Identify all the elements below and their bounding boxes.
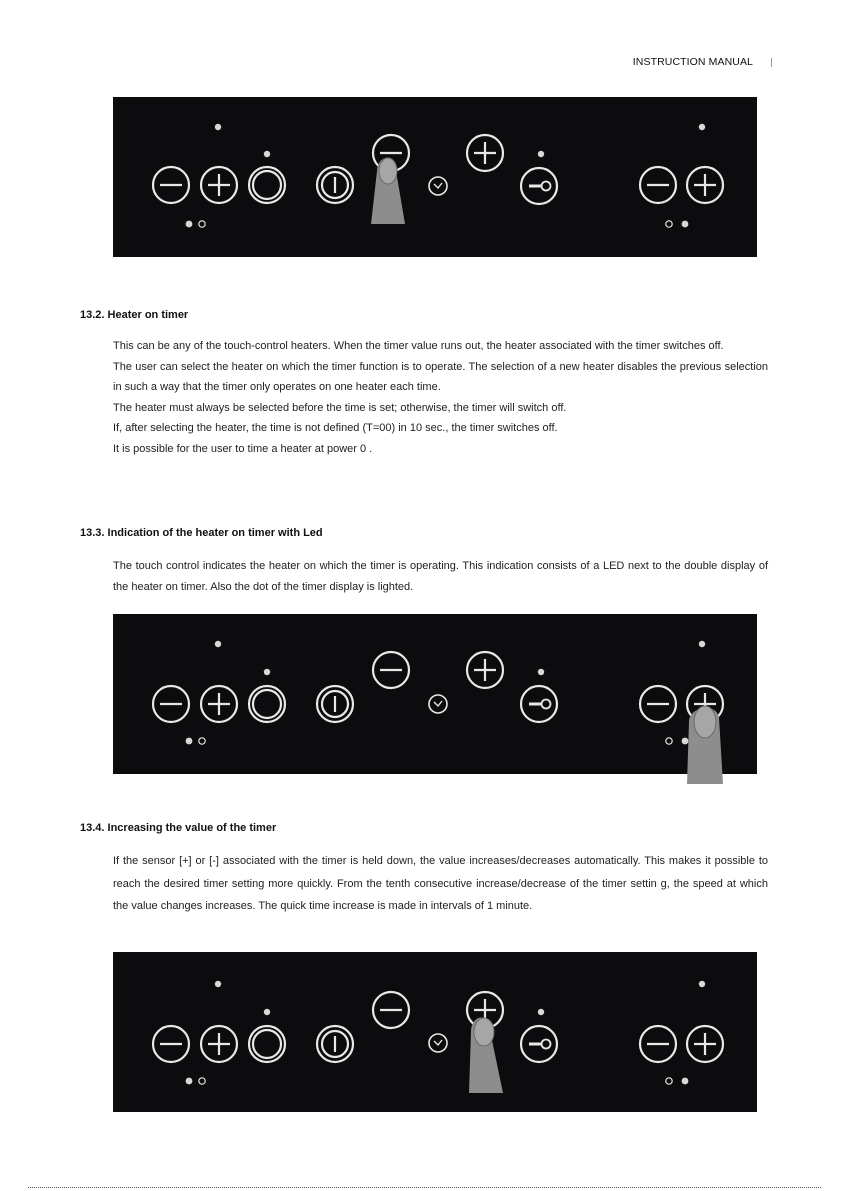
control-panel-3 xyxy=(113,952,757,1112)
clock-icon xyxy=(429,1034,447,1052)
led-indicator xyxy=(264,669,270,675)
clock-icon xyxy=(429,177,447,195)
led-indicator xyxy=(215,641,221,647)
touch-panel-diagram xyxy=(113,97,757,257)
led-off-indicator xyxy=(199,221,205,227)
paragraph: If the sensor [+] or [-] associated with the timer is held down, the value increases/decreases automatically. This makes it possible to reach the desired timer setting more quickly. From the tenth consecutive increase/decrease of the timer settin g, the speed at which the value changes increases. The quick time increase is made in intervals of 1 minute. xyxy=(113,855,768,912)
led-indicator xyxy=(264,1009,270,1015)
section-body xyxy=(113,336,768,459)
led-indicator xyxy=(215,981,221,987)
finger-icon xyxy=(683,700,727,784)
led-indicator xyxy=(538,151,544,157)
led-on-indicator xyxy=(186,1078,193,1085)
led-indicator xyxy=(538,669,544,675)
paragraph: The touch control indicates the heater on which the timer is operating. This indication consists of a LED next to the double display of the heater on timer. Also the dot of the timer display is lighted. xyxy=(113,560,768,593)
touch-panel-diagram xyxy=(113,614,757,774)
led-indicator xyxy=(264,151,270,157)
led-on-indicator xyxy=(682,221,689,228)
section-title: 13.3. Indication of the heater on timer with Led xyxy=(80,527,323,539)
led-off-indicator xyxy=(666,221,672,227)
led-on-indicator xyxy=(682,1078,689,1085)
paragraph: This can be any of the touch-control heaters. When the timer value runs out, the heater associated with the timer switches off. xyxy=(113,340,724,352)
section-body xyxy=(113,850,768,918)
led-off-indicator xyxy=(199,738,205,744)
clock-icon xyxy=(429,695,447,713)
control-panel-2 xyxy=(113,614,757,774)
header-title: INSTRUCTION MANUAL xyxy=(632,56,753,68)
paragraph: If, after selecting the heater, the time is not defined (T=00) in 10 sec., the timer switches off. xyxy=(113,422,558,434)
section-body xyxy=(113,556,768,597)
heater-select-icon xyxy=(249,167,285,203)
control-panel-1 xyxy=(113,97,757,257)
finger-icon xyxy=(469,1017,503,1093)
section-title: 13.4. Increasing the value of the timer xyxy=(80,822,277,834)
paragraph: It is possible for the user to time a heater at power 0 . xyxy=(113,442,373,455)
led-off-indicator xyxy=(199,1078,205,1084)
led-indicator xyxy=(538,1009,544,1015)
led-off-indicator xyxy=(666,1078,672,1084)
heater-select-icon xyxy=(249,686,285,722)
touch-panel-diagram xyxy=(113,952,757,1112)
paragraph: The user can select the heater on which the timer function is to operate. The selection of a new heater disables the previous selection in such a way that the timer only operates on one heater each time. xyxy=(113,360,768,393)
led-on-indicator xyxy=(186,221,193,228)
header-divider xyxy=(771,58,772,67)
paragraph: The heater must always be selected before the time is set; otherwise, the timer will switch off. xyxy=(113,401,567,414)
section-title: 13.2. Heater on timer xyxy=(80,309,189,321)
led-indicator xyxy=(699,641,705,647)
led-indicator xyxy=(699,981,705,987)
page-bottom-rule xyxy=(28,1187,821,1188)
led-on-indicator xyxy=(186,738,193,745)
heater-select-icon xyxy=(249,1026,285,1062)
led-off-indicator xyxy=(666,738,672,744)
led-indicator xyxy=(215,124,221,130)
led-indicator xyxy=(699,124,705,130)
